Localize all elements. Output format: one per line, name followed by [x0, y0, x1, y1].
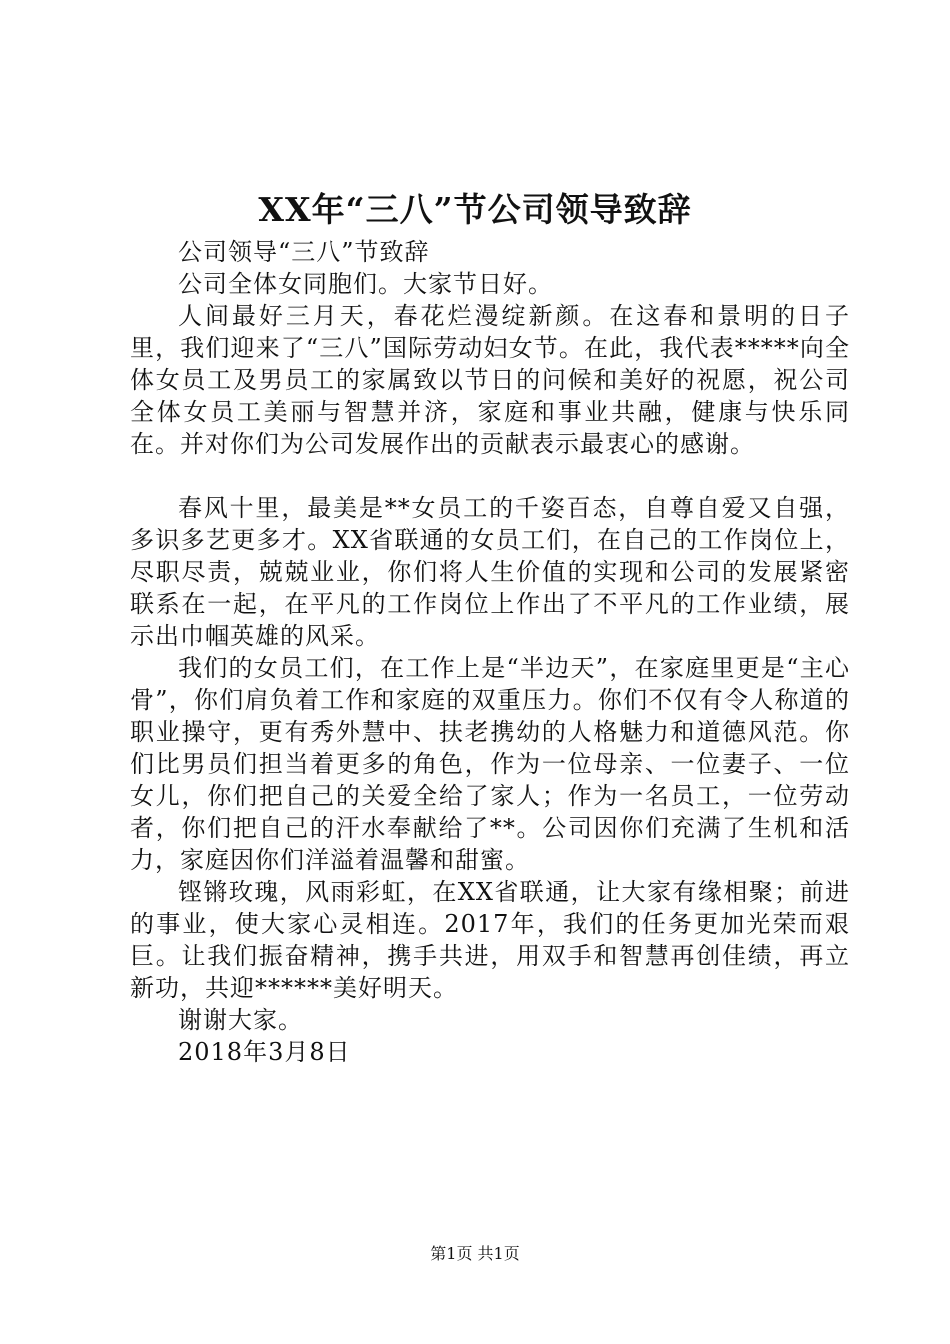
paragraph-spacer	[130, 460, 850, 492]
greeting-paragraph: 公司全体女同胞们。大家节日好。	[178, 270, 553, 298]
body-paragraph-4: 铿锵玫瑰，风雨彩虹，在XX省联通，让大家有缘相聚；前进的事业，使大家心灵相连。2017年，我们的任务更加光荣而艰巨。让我们振奋精神，携手共进，用双手和智慧再创佳绩，再立新功，共迎******美好明天。	[130, 878, 850, 1002]
body-paragraph-2: 春风十里，最美是**女员工的千姿百态，自尊自爱又自强，多识多艺更多才。XX省联通的女员工们，在自己的工作岗位上，尽职尽责，兢兢业业，你们将人生价值的实现和公司的发展紧密联系在一起，在平凡的工作岗位上作出了不平凡的工作业绩，展示出巾帼英雄的风采。	[130, 494, 850, 650]
body-paragraph-1: 人间最好三月天，春花烂漫绽新颜。在这春和景明的日子里，我们迎来了“三八”国际劳动妇女节。在此，我代表*****向全体女员工及男员工的家属致以节日的问候和美好的祝愿，祝公司全体女员工美丽与智慧并济，家庭和事业共融，健康与快乐同在。并对你们为公司发展作出的贡献表示最衷心的感谢。	[130, 302, 850, 458]
date-paragraph: 2018年3月8日	[178, 1038, 351, 1066]
page-footer: 第1页 共1页	[430, 1244, 520, 1263]
subtitle-paragraph: 公司领导“三八”节致辞	[178, 238, 430, 266]
closing-paragraph: 谢谢大家。	[178, 1006, 303, 1034]
document-body	[130, 236, 850, 1068]
document-title: XX年“三八”节公司领导致辞	[258, 190, 692, 229]
body-paragraph-3: 我们的女员工们，在工作上是“半边天”，在家庭里更是“主心骨”，你们肩负着工作和家庭的双重压力。你们不仅有令人称道的职业操守，更有秀外慧中、扶老携幼的人格魅力和道德风范。你们比男员们担当着更多的角色，作为一位母亲、一位妻子、一位女儿，你们把自己的关爱全给了家人；作为一名员工，一位劳动者，你们把自己的汗水奉献给了**。公司因你们充满了生机和活力，家庭因你们洋溢着温馨和甜蜜。	[130, 654, 850, 874]
